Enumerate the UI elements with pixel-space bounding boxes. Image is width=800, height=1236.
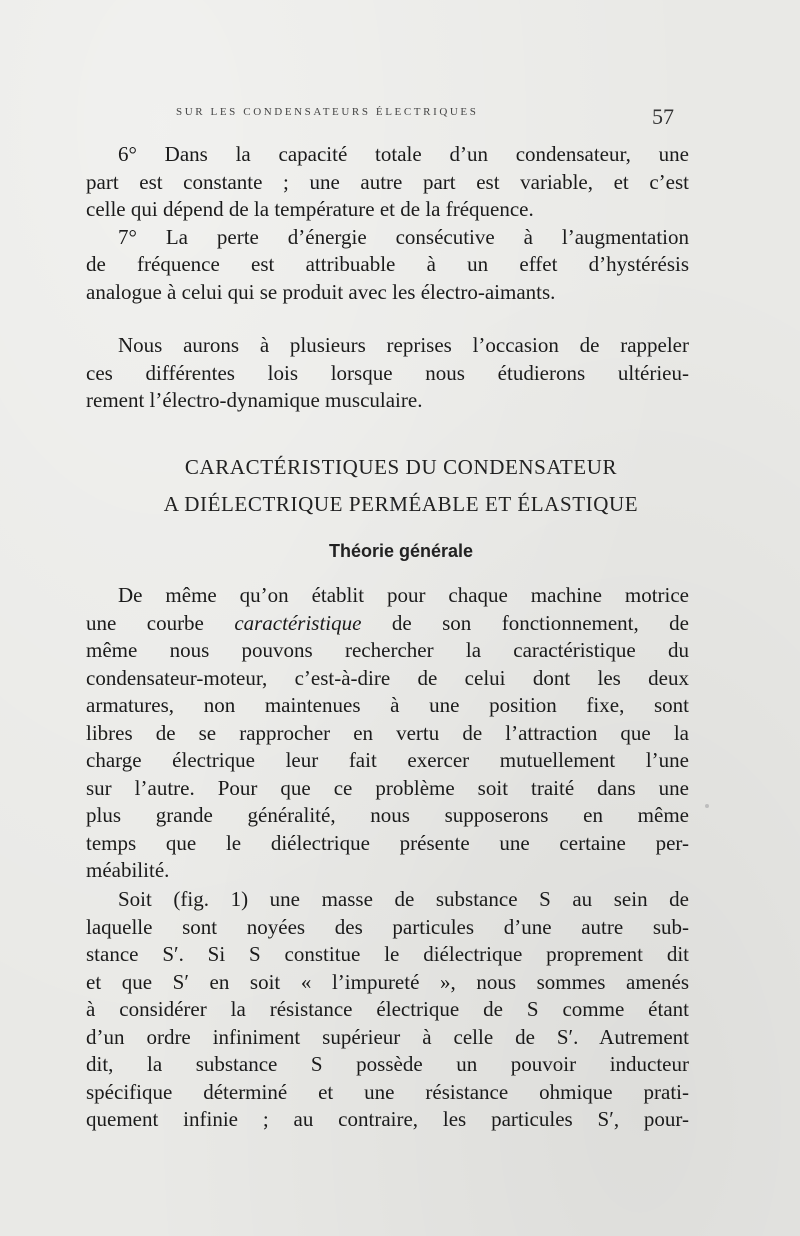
running-head: SUR LES CONDENSATEURS ÉLECTRIQUES [176,106,479,118]
text-line: De même qu’on établit pour chaque machine motrice [118,583,689,607]
text-line: Nous aurons à plusieurs reprises l’occasion de rappeler [118,333,689,357]
text-line: et que S′ en soit « l’impureté », nous sommes amenés [86,969,689,994]
text-line: quement infinie ; au contraire, les particules S′, pour- [86,1107,689,1131]
text-line: temps que le diélectrique présente une certaine per- [86,830,689,855]
text-fragment: de son fonctionnement, de [361,610,689,635]
paragraph-rappel [86,332,689,415]
text-line: part est constante ; une autre part est variable, et c’est [86,169,689,194]
text-line: 6° Dans la capacité totale d’un condensateur, une [118,142,689,166]
text-line: même nous pouvons rechercher la caractéristique du [86,638,689,662]
text-line: rement l’électro-dynamique musculaire. [86,388,423,412]
italic-term: caractéristique [234,610,362,635]
text-line: analogue à celui qui se produit avec les électro-aimants. [86,279,556,304]
text-line: 7° La perte d’énergie consécutive à l’augmentation [118,224,689,249]
text-line: plus grande généralité, nous supposerons en même [86,803,689,827]
text-line: charge électrique leur fait exercer mutuellement l’une [86,748,689,772]
text-line: dit, la substance S possède un pouvoir inducteur [86,1052,689,1076]
text-line: libres de se rapprocher en vertu de l’attraction que la [86,720,689,745]
text-line-with-italic [86,610,689,638]
text-line: à considérer la résistance électrique de S comme étant [86,997,689,1021]
paragraph-points-6-7 [86,141,689,306]
text-line: ces différentes lois lorsque nous étudierons ultérieu- [86,360,689,385]
text-line: spécifique déterminé et une résistance ohmique prati- [86,1079,689,1104]
text-line: condensateur-moteur, c’est-à-dire de celui dont les deux [86,665,689,690]
text-fragment: une courbe [86,610,235,635]
section-title-line-2: A DIÉLECTRIQUE PERMÉABLE ET ÉLASTIQUE [163,492,639,516]
text-line: Soit (fig. 1) une masse de substance S au sein de [118,887,689,911]
text-line: laquelle sont noyées des particules d’une autre sub- [86,914,689,939]
text-line: armatures, non maintenues à une position fixe, sont [86,693,689,717]
text-line: d’un ordre infiniment supérieur à celle de S′. Autrement [86,1024,689,1049]
paragraph-caracteristique [86,582,689,885]
text-line: stance S′. Si S constitue le diélectrique proprement dit [86,942,689,966]
text-line: sur l’autre. Pour que ce problème soit traité dans une [86,775,689,800]
text-line: de fréquence est attribuable à un effet d’hystérésis [86,252,689,276]
subsection-title: Théorie générale [328,541,474,561]
text-line: celle qui dépend de la température et de la fréquence. [86,197,534,221]
text-line: méabilité. [86,858,170,882]
page-number: 57 [652,104,674,129]
paragraph-substance [86,886,689,1134]
section-title-line-1: CARACTÉRISTIQUES DU CONDENSATEUR [184,455,618,479]
paper-speck [705,804,709,808]
